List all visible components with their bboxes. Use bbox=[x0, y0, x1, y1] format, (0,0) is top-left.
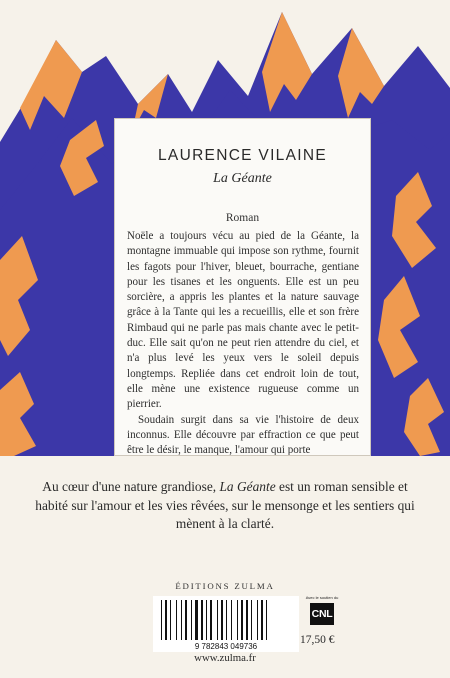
genre-label: Roman bbox=[225, 212, 260, 224]
blurb-title: La Géante bbox=[219, 479, 276, 494]
barcode-bar bbox=[181, 600, 182, 640]
barcode-bar bbox=[217, 600, 218, 640]
barcode-bar bbox=[241, 600, 243, 640]
website-link[interactable]: www.zulma.fr bbox=[194, 652, 256, 664]
barcode-bar bbox=[266, 600, 267, 640]
barcode-bar bbox=[201, 600, 203, 640]
barcode-bar bbox=[231, 600, 232, 640]
barcode-bar bbox=[191, 600, 192, 640]
synopsis-paragraph: Noële a toujours vécu au pied de la Géante, la montagne immuable qui impose son rythme, fournit les fagots pour l'hiver, bleuet, bourrache, gentiane pour les tisanes et les onguents. Elle est un peu sorcière, a appris les plantes et la nature sauvage grâce à la Tante qui les a recueillis, elle et son frère Rimbaud qui ne parle pas mais chante avec le petit-duc. Elle sait qu'on ne peut rien attendre du ciel, et n'a plus levé les yeux vers le soleil depuis longtemps. Repliée dans cet endroit loin de tout, elle mène une existence rugueuse comme un pierrier. bbox=[127, 230, 359, 411]
book-title: La Géante bbox=[213, 171, 272, 186]
blurb-before: Au cœur d'une nature grandiose, bbox=[42, 479, 220, 494]
barcode-bar bbox=[226, 600, 227, 640]
synopsis-paragraph: Soudain surgit dans sa vie l'histoire de deux inconnus. Elle découvre par effraction ce que peut être le désir, le manque, l'amour qui porte bbox=[127, 413, 359, 456]
barcode-bar bbox=[257, 600, 258, 640]
synopsis-text bbox=[127, 229, 359, 456]
barcode-bar bbox=[237, 600, 238, 640]
barcode-bar bbox=[261, 600, 263, 640]
barcode-bar bbox=[176, 600, 177, 640]
isbn-number: 9 782843 049736 bbox=[194, 642, 258, 651]
cnl-caption: Avec le soutien du bbox=[305, 595, 339, 600]
synopsis-panel bbox=[114, 118, 371, 456]
barcode-bar bbox=[210, 600, 212, 640]
cnl-support bbox=[302, 595, 342, 631]
barcode-bar bbox=[170, 600, 171, 640]
barcode-bar bbox=[246, 600, 248, 640]
barcode-bar bbox=[165, 600, 167, 640]
barcode-bars bbox=[161, 600, 267, 640]
blurb-after: est un roman sensible et habité sur l'amour et les vies rêvées, sur le mensonge et les sentiers qui mènent à la clarté. bbox=[35, 479, 415, 532]
blurb-text bbox=[30, 478, 420, 534]
isbn-barcode bbox=[153, 596, 299, 652]
barcode-bar bbox=[195, 600, 198, 640]
barcode-bar bbox=[206, 600, 207, 640]
cnl-logo: CNL bbox=[310, 603, 334, 625]
barcode-bar bbox=[185, 600, 187, 640]
barcode-bar bbox=[161, 600, 162, 640]
barcode-bar bbox=[221, 600, 223, 640]
barcode-bar bbox=[251, 600, 252, 640]
price: 17,50 € bbox=[300, 634, 335, 646]
author-name: LAURENCE VILAINE bbox=[158, 147, 327, 164]
publisher-name: ÉDITIONS ZULMA bbox=[175, 581, 275, 591]
